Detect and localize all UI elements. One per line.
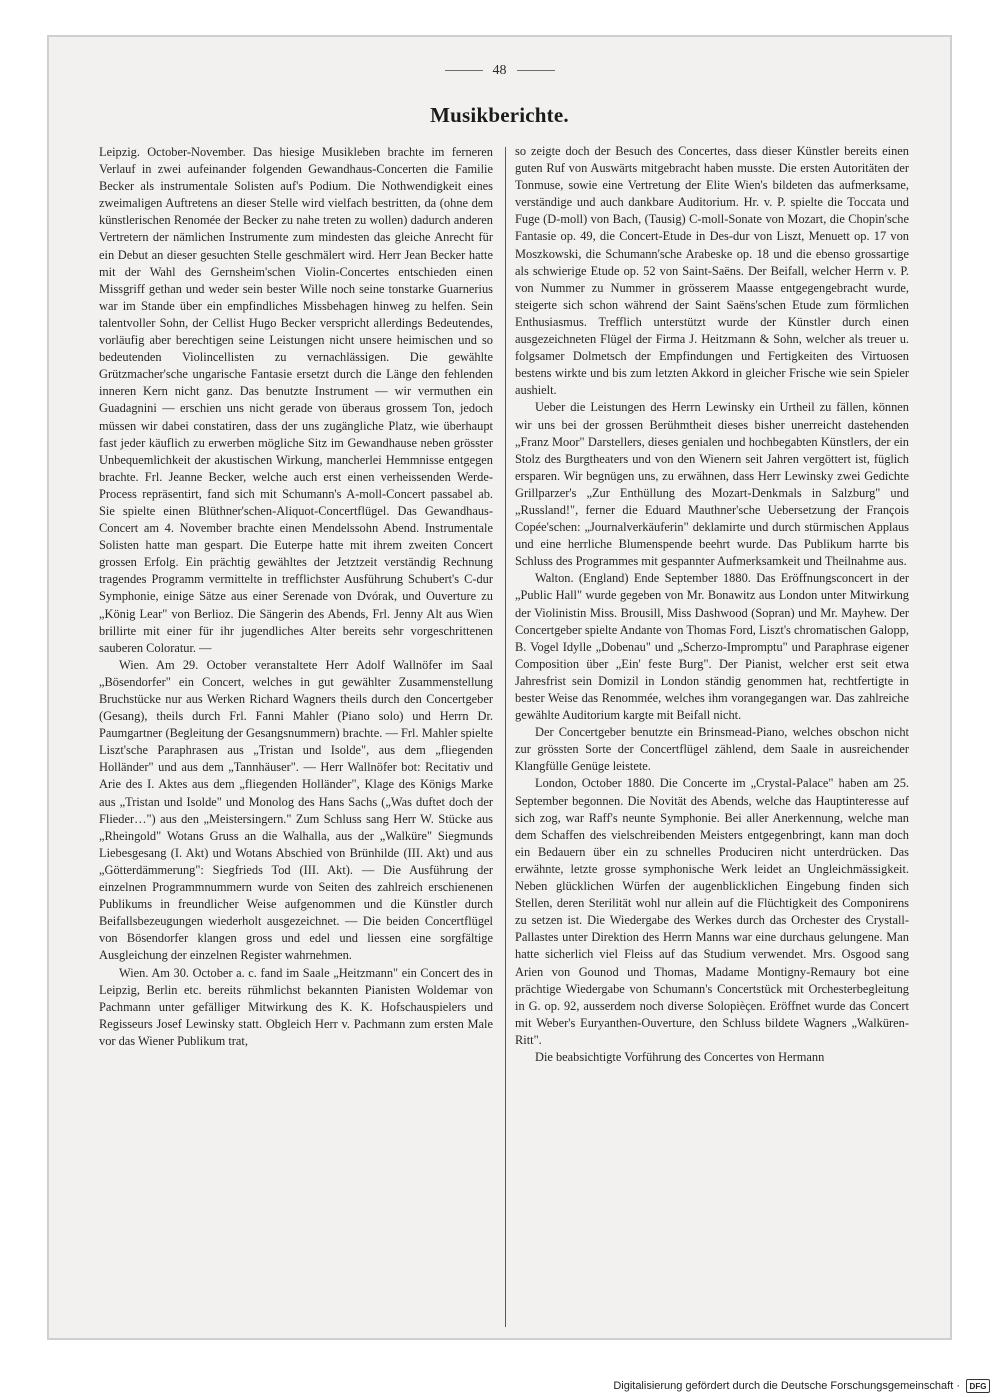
paragraph-wien-1: Wien. Am 29. October veranstaltete Herr Adolf Wallnöfer im Saal „Bösendorfer" ein Concert, welches in gut gewählter Zusammenstellung Bruchstücke nur aus Werken Richard Wagners theils durch den Concertgeber (Gesang), theils durch Frl. Fanni Mahler (Piano solo) und Herrn Dr. Paumgartner (Begleitung der Gesangsnummern) brachte. — Frl. Mahler spielte Liszt'sche Paraphrasen aus „Tristan und Isolde", aus dem „fliegenden Holländer" und aus dem „Tannhäuser". — Herr Wallnöfer bot: Recitativ und Arie des I. Aktes aus dem „fliegenden Holländer", Klage des Königs Marke aus „Tristan und Isolde" und Monolog des Hans Sachs („Was duftet doch der Flieder…") aus den „Meistersingern." Zum Schluss sang Herr W. Stücke aus „Rheingold" Wotans Gruss an die Walhalla, aus der „Walküre" Siegmunds Liebesgesang (I. Akt) und Wotans Abschied von Brünhilde (III. Akt) und aus „Götterdämmerung": Siegfrieds Tod (III. Akt). — Die Ausführung der einzelnen Programmnummern wurde von Seiten des zahlreich erschienenen Publikums in freundlicher Weise aufgenommen und die Künstler durch Beifallsbezeugungen wiederholt ausgezeichnet. — Die beiden Concertflügel von Bösendorfer klangen gross und edel und liessen eine sorgfältige Ausgleichung der einzelnen Register wahrnehmen. [99,657,493,963]
paragraph-brinsmead: Der Concertgeber benutzte ein Brinsmead-Piano, welches obschon nicht zur grössten Sorte der Concertflügel zählend, dem Saale in ausreichender Klangfülle Genüge leistete. [515,725,909,774]
page-number-rule-right [517,70,555,71]
section-title: Musikberichte. [430,103,569,127]
paragraph-walton: Walton. (England) Ende September 1880. Das Eröffnungsconcert in der „Public Hall" wurde gegeben von Mr. Bonawitz aus London unter Mitwirkung der Violinistin Miss. Brousill, Miss Dashwood (Sopran) und Mr. Mayhew. Der Concertgeber spielte Andante von Thomas Ford, Liszt's chromatischen Galopp, B. Vogel Idylle „Dobenau" und „Scherzo-Impromptu" und Paraphrase eigener Composition über „Ein' feste Burg". Der Pianist, welcher erst seit etwa Jahresfrist sein Domizil in London ständig genommen hat, rechtfertigte in bester Weise das Renommée, welches ihm vorangegangen war. Das zahlreiche gewählte Auditorium kargte mit Beifall nicht. [515,571,909,723]
paragraph-wien-2: Wien. Am 30. October a. c. fand im Saale „Heitzmann" ein Concert des in Leipzig, Berlin etc. bereits rühmlichst bekannten Pianisten Woldemar von Pachmann unter gefälliger Mitwirkung des K. K. Hofschauspielers und Regisseurs Josef Lewinsky statt. Obgleich Herr v. Pachmann zum ersten Male vor das Wiener Publikum trat, [99,965,493,1048]
page-number: 48 [492,63,507,78]
paragraph-leipzig: Leipzig. October-November. Das hiesige Musikleben brachte im ferneren Verlauf in zwei aufeinander folgenden Gewandhaus-Concerten die Familie Becker als instrumentale Solisten auf's Podium. Die Nothwendigkeit eines zweimaligen Auftretens an dieser Stelle wird vielfach bestritten, da (ohne dem künstlerischen Renomée der Becker zu nahe treten zu wollen) dadurch anderen Vertretern der nämlichen Instrumente zum mindesten das gleiche Anrecht für ein Debut an dieser gesuchten Stelle geschmälert wird. Herr Jean Becker hatte mit der Wahl des Gernsheim'schen Violin-Concertes entschieden einen Missgriff gethan und weder sein bester Wille noch seine tonstarke Guarnerius war im Stande über ein empfindliches Missbehagen hinweg zu helfen. Sein talentvoller Sohn, der Cellist Hugo Becker verspricht allerdings Bedeutendes, vorläufig aber berechtigen seine Leistungen nicht unsere heimischen und so bedeutenden Violincellisten zu vernachlässigen. Die gewählte Grützmacher'sche ungarische Fantasie ersetzt durch die Länge den fehlenden inneren Kern nicht ganz. Das benutzte Instrument — wir vermuthen ein Guadagnini — erschien uns nicht gerade von überaus grossem Ton, jedoch müssen wir dabei constatiren, dass der uns zugängliche Platz, wie überhaupt fast jeder käuflich zu erwerben mögliche Sitz im Gewandhause neben grösster Unbequemlichkeit der akustischen Wirkung, mancherlei Hemmnisse entgegen brachte. Frl. Jeanne Becker, welche auch erst einen verheissenden Werde-Process repräsentirt, fand sich mit Schumann's A-moll-Concert passabel ab. Sie spielte einen Blüthner'schen-Aliquot-Concertflügel. Das Gewandhaus-Concert am 4. November brachte einen Mendelssohn Abend. Instrumentale Solisten hatte man gespart. Die Euterpe hatte mit ihrem zweiten Concert grossen Erfolg. Ein prächtig gewähltes der Jetztzeit verständig Rechnung tragendes Programm vermittelte in trefflichster Ausführung Schubert's C-dur Symphonie, einige Sätze aus einer Serenade von Dvórak, und Ouverture zu „König Lear" von Berlioz. Die Sängerin des Abends, Frl. Jenny Alt aus Wien brillirte mit einer für ihr jugendliches Alter bereits sehr vorgeschrittenen sauberen Coloratur. — [99,145,493,655]
left-column [99,144,493,1050]
right-column [515,143,909,1066]
column-divider [505,147,506,1327]
page-number-line [49,63,950,79]
scanned-page [49,37,950,1338]
page-number-rule-left [445,70,483,71]
footer-text: Digitalisierung gefördert durch die Deutsche Forschungsgemeinschaft · [613,1380,960,1392]
paragraph-london: London, October 1880. Die Concerte im „Crystal-Palace" haben am 25. September begonnen. Die Novität des Abends, welche das Hauptinteresse auf sich zog, war Raff's neunte Symphonie. Bei aller Anerkennung, welche man dem Schaffen des vielschreibenden Meisters entgegenbringt, kann man doch ein Bedauern über ein zu schnelles Produciren nicht unterdrücken. Das erwähnte, letzte grosse symphonische Werk leidet an Ungleichmässigkeit. Neben glücklichen Würfen der augenblicklichen Eingebung finden sich Stellen, deren Sterilität wohl nur allein auf die Flüchtigkeit des Componirens zu setzen ist. Die Wiedergabe des Werkes durch das Orchester des Crystall-Pallastes unter Direktion des Herrn Manns war eine durchaus gelungene. Man hatte sicherlich viel Fleiss auf das Studium verwendet. Mrs. Osgood sang Arien von Gounod und Thomas, Madame Montigny-Remaury bot eine prächtige Wiedergabe von Schumann's Concertstück mit Orchesterbegleitung in G. op. 92, ausserdem noch diverse Solopièçen. Eröffnet wurde das Concert mit Weber's Euryanthen-Ouverture, den Schluss bildete Wagners „Walküren-Ritt". [515,776,909,1047]
paragraph-hermann: Die beabsichtigte Vorführung des Concertes von Hermann [535,1049,825,1064]
dfg-logo-icon: DFG [966,1379,990,1393]
paragraph-lewinsky: Ueber die Leistungen des Herrn Lewinsky ein Urtheil zu fällen, können wir uns bei der grossen Berühmtheit dieses bisher unerreicht dastehenden „Franz Moor" Darstellers, dieses genialen und hochbegabten Künstlers, der ein Stolz des Burgtheaters und von den Wienern seit Jahren vergöttert ist, füglich ersparen. Wir begnügen uns, zu erwähnen, dass Herr Lewinsky zwei Gedichte Grillparzer's „Zur Enthüllung des Mozart-Denkmals in Salzburg" und „Russland!", ferner die Eduard Mauthner'sche Uebersetzung der François Copée'schen: „Journalverkäuferin" deklamirte und durch stürmischen Applaus und eine herrliche Blumenspende beehrt wurde. Das Publikum harrte bis Schluss des Programmes mit gespannter Aufmerksamkeit und Theilnahme aus. [515,400,909,569]
digitization-footer [613,1379,990,1393]
paragraph-pachmann-cont: so zeigte doch der Besuch des Concertes, dass dieser Künstler bereits einen guten Ruf von Auswärts mitgebracht haben musste. Die ersten Autoritäten der Tonmuse, sowie eine Vertretung der Elite Wien's bildeten das aufmerksame, verständige und auch dankbare Auditorium. Hr. v. P. spielte die Toccata und Fuge (D-moll) von Bach, (Tausig) C-moll-Sonate von Mozart, die Chopin'sche Fantasie op. 49, die Concert-Etude in Des-dur von Liszt, Menuett op. 17 von Moszkowski, die Schumann'sche Arabeske op. 18 und die ebenso grossartige als schwierige Etude op. 52 von Saint-Saëns. Der Beifall, welcher Herrn v. P. von Nummer zu Nummer in grösserem Maasse entgegengebracht wurde, steigerte sich schon während der Saint Saëns'schen Etude zum förmlichen Enthusiasmus. Trefflich unterstützt wurde der Künstler durch einen ausgezeichneten Flügel der Firma J. Heitzmann & Sohn, welcher als treuer u. folgsamer Dolmetsch der Empfindungen und Fertigkeiten des Virtuosen bestens wirkte und bis zum letzten Akkord in gleicher Frische wie sein Spieler aushielt. [515,144,909,398]
